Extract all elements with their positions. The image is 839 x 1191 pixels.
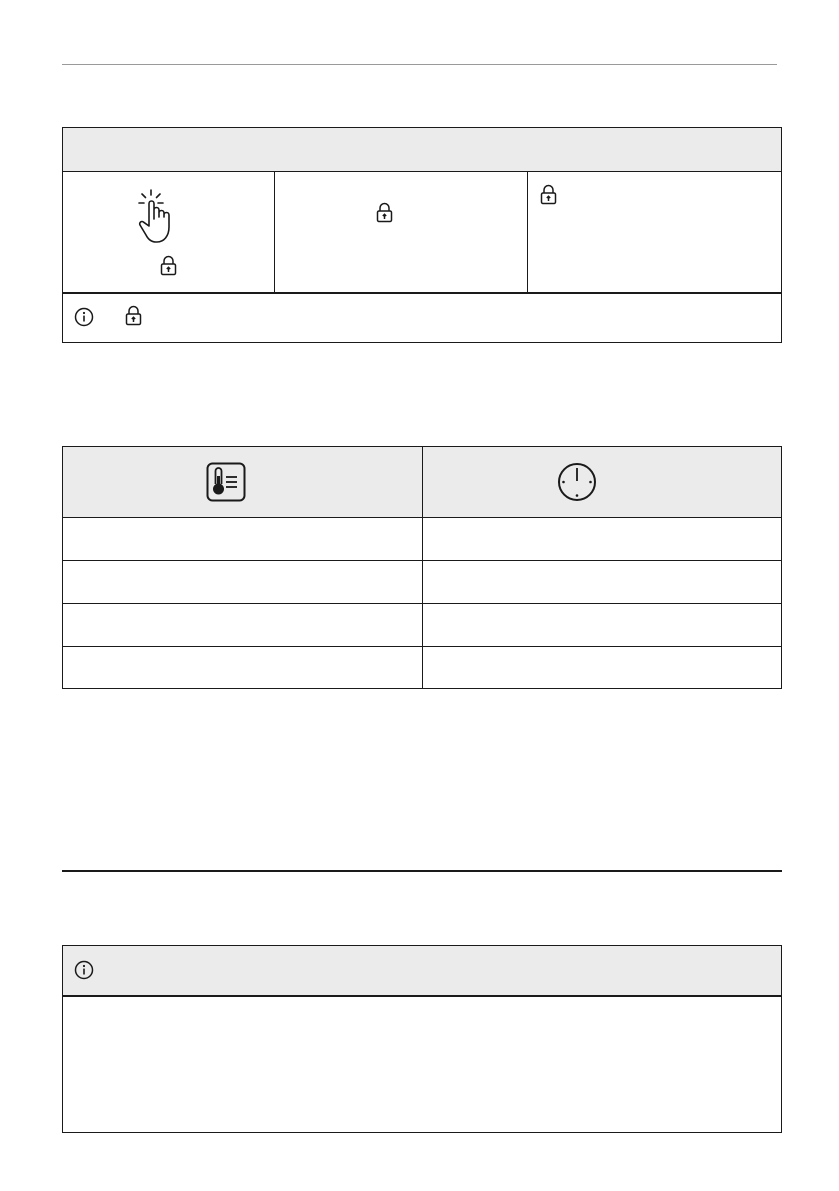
header-rule	[62, 64, 777, 65]
info-box-body	[63, 997, 781, 1132]
info-box	[62, 945, 782, 1133]
table-cell	[63, 561, 422, 603]
table-cell	[423, 561, 781, 603]
touch-hand-icon	[137, 188, 187, 246]
section-divider	[62, 870, 782, 872]
lock-icon	[125, 305, 142, 326]
table-cell	[63, 604, 422, 646]
column-divider	[422, 447, 423, 688]
table-note-row	[63, 292, 781, 344]
info-icon	[74, 960, 94, 980]
table-cell	[63, 647, 422, 689]
table-cell	[423, 604, 781, 646]
lock-function-table	[62, 127, 782, 343]
info-icon	[74, 307, 94, 327]
table-cell	[423, 518, 781, 560]
lock-icon	[160, 255, 177, 276]
table-cell	[63, 518, 422, 560]
lock-icon	[540, 184, 557, 205]
clock-icon	[557, 462, 597, 502]
thermometer-display-icon	[206, 462, 246, 502]
info-box-header	[63, 946, 781, 997]
table-cell-step-1	[63, 172, 275, 292]
temperature-time-table	[62, 446, 782, 689]
table-cell-step-2	[275, 172, 528, 292]
table-cell-result	[528, 172, 781, 292]
table-header	[63, 128, 781, 172]
lock-icon	[376, 202, 393, 223]
table-cell	[423, 647, 781, 689]
